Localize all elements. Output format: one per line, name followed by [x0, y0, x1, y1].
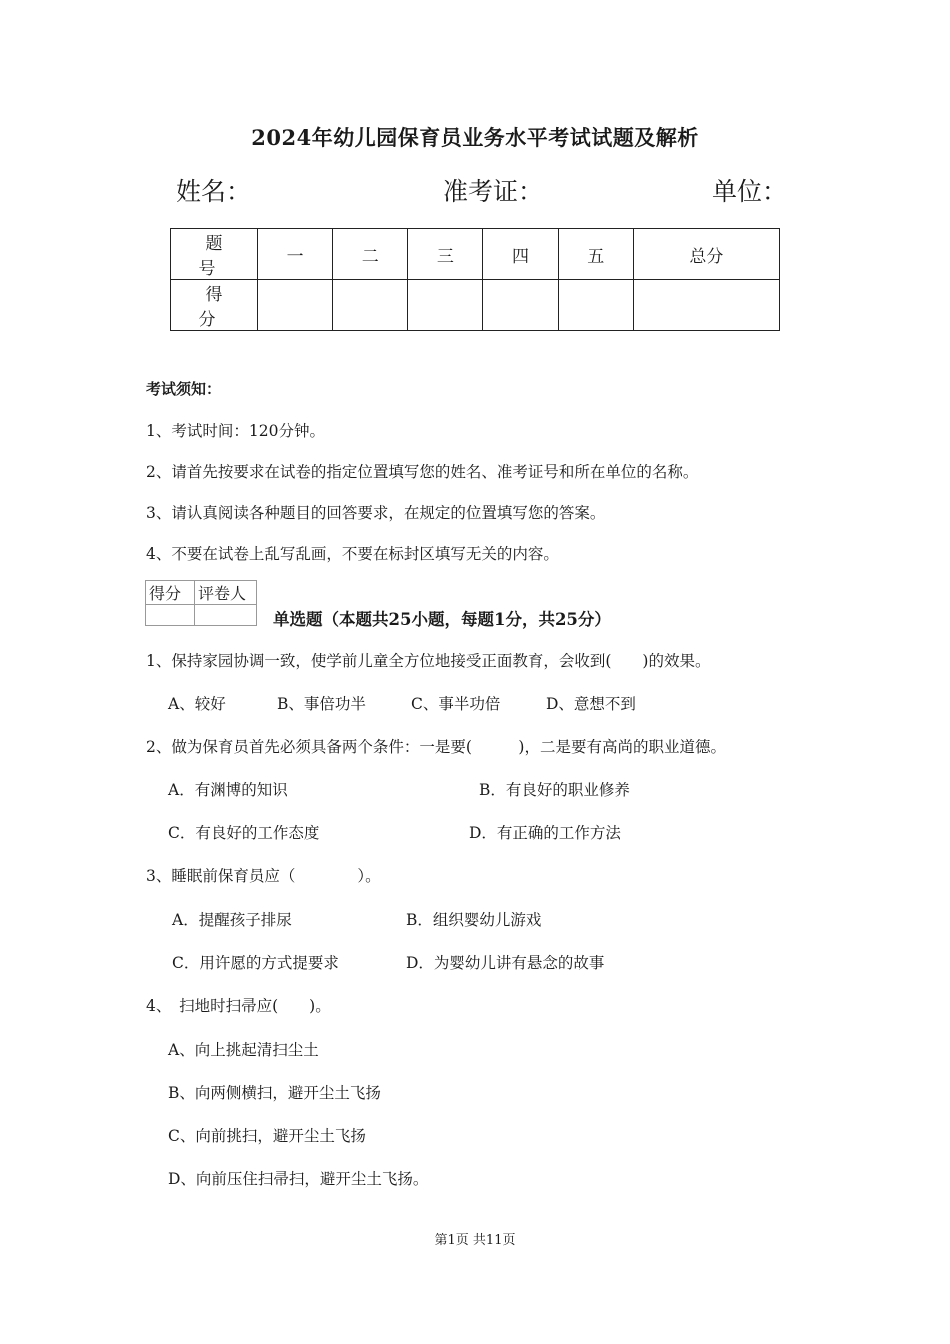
question-option: C．有良好的工作态度 — [168, 824, 320, 842]
score-table-cell — [633, 280, 779, 331]
grader-box — [145, 580, 257, 626]
score-table-cell — [558, 280, 633, 331]
score-table-cell: 总分 — [633, 229, 779, 280]
grader-box-cell — [195, 605, 257, 626]
question-option: B．有良好的职业修养 — [479, 781, 630, 799]
question-option: D．为婴幼儿讲有悬念的故事 — [406, 954, 605, 972]
score-table-cell: 得 分 — [171, 280, 258, 331]
question-option: D、向前压住扫帚扫，避开尘土飞扬。 — [168, 1170, 429, 1188]
page-title: 2024年幼儿园保育员业务水平考试试题及解析 — [251, 125, 699, 150]
unit-field-label: 单位： — [712, 177, 788, 206]
score-table-cell: 一 — [258, 229, 333, 280]
score-table-score-row — [171, 280, 780, 331]
question-option: B、向两侧横扫，避开尘土飞扬 — [168, 1084, 381, 1102]
score-table-cell — [333, 280, 408, 331]
section-title: 单选题（本题共25小题，每题1分，共25分） — [273, 610, 611, 629]
grader-box-cell — [146, 605, 195, 626]
grader-box-score-label: 得分 — [146, 581, 195, 605]
score-table-cell: 题 号 — [171, 229, 258, 280]
question-option: D．有正确的工作方法 — [469, 824, 621, 842]
exam-id-field-label: 准考证： — [443, 177, 544, 206]
notice-heading: 考试须知： — [146, 380, 222, 398]
question-option: C．用许愿的方式提要求 — [172, 954, 339, 972]
score-table — [170, 228, 780, 331]
score-table-cell: 五 — [558, 229, 633, 280]
score-table-cell — [258, 280, 333, 331]
score-table-cell — [408, 280, 483, 331]
question-option: A．有渊博的知识 — [168, 781, 288, 799]
name-field-label: 姓名： — [176, 177, 252, 206]
question-stem: 4、 扫地时扫帚应( )。 — [146, 997, 331, 1015]
grader-box-grader-label: 评卷人 — [195, 581, 257, 605]
question-option: D、意想不到 — [546, 695, 636, 713]
score-table-cell: 二 — [333, 229, 408, 280]
score-table-header-row — [171, 229, 780, 280]
question-option: C、事半功倍 — [411, 695, 501, 713]
notice-item: 1、考试时间：120分钟。 — [146, 422, 325, 440]
score-table-cell — [483, 280, 558, 331]
notice-item: 2、请首先按要求在试卷的指定位置填写您的姓名、准考证号和所在单位的名称。 — [146, 463, 699, 481]
question-option: B．组织婴幼儿游戏 — [406, 911, 542, 929]
score-table-cell: 四 — [483, 229, 558, 280]
question-option: C、向前挑扫，避开尘土飞扬 — [168, 1127, 366, 1145]
question-option: B、事倍功半 — [277, 695, 366, 713]
question-option: A．提醒孩子排尿 — [172, 911, 292, 929]
question-stem: 2、做为保育员首先必须具备两个条件：一是要( )，二是要有高尚的职业道德。 — [146, 738, 726, 756]
notice-item: 4、不要在试卷上乱写乱画，不要在标封区填写无关的内容。 — [146, 545, 559, 563]
question-option: A、向上挑起清扫尘土 — [168, 1041, 319, 1059]
score-table-cell: 三 — [408, 229, 483, 280]
question-stem: 1、保持家园协调一致，使学前儿童全方位地接受正面教育，会收到( )的效果。 — [146, 652, 711, 670]
question-option: A、较好 — [168, 695, 226, 713]
question-stem: 3、睡眠前保育员应（ ）。 — [146, 867, 381, 885]
page-footer: 第1页 共11页 — [434, 1233, 516, 1248]
notice-item: 3、请认真阅读各种题目的回答要求，在规定的位置填写您的答案。 — [146, 504, 606, 522]
